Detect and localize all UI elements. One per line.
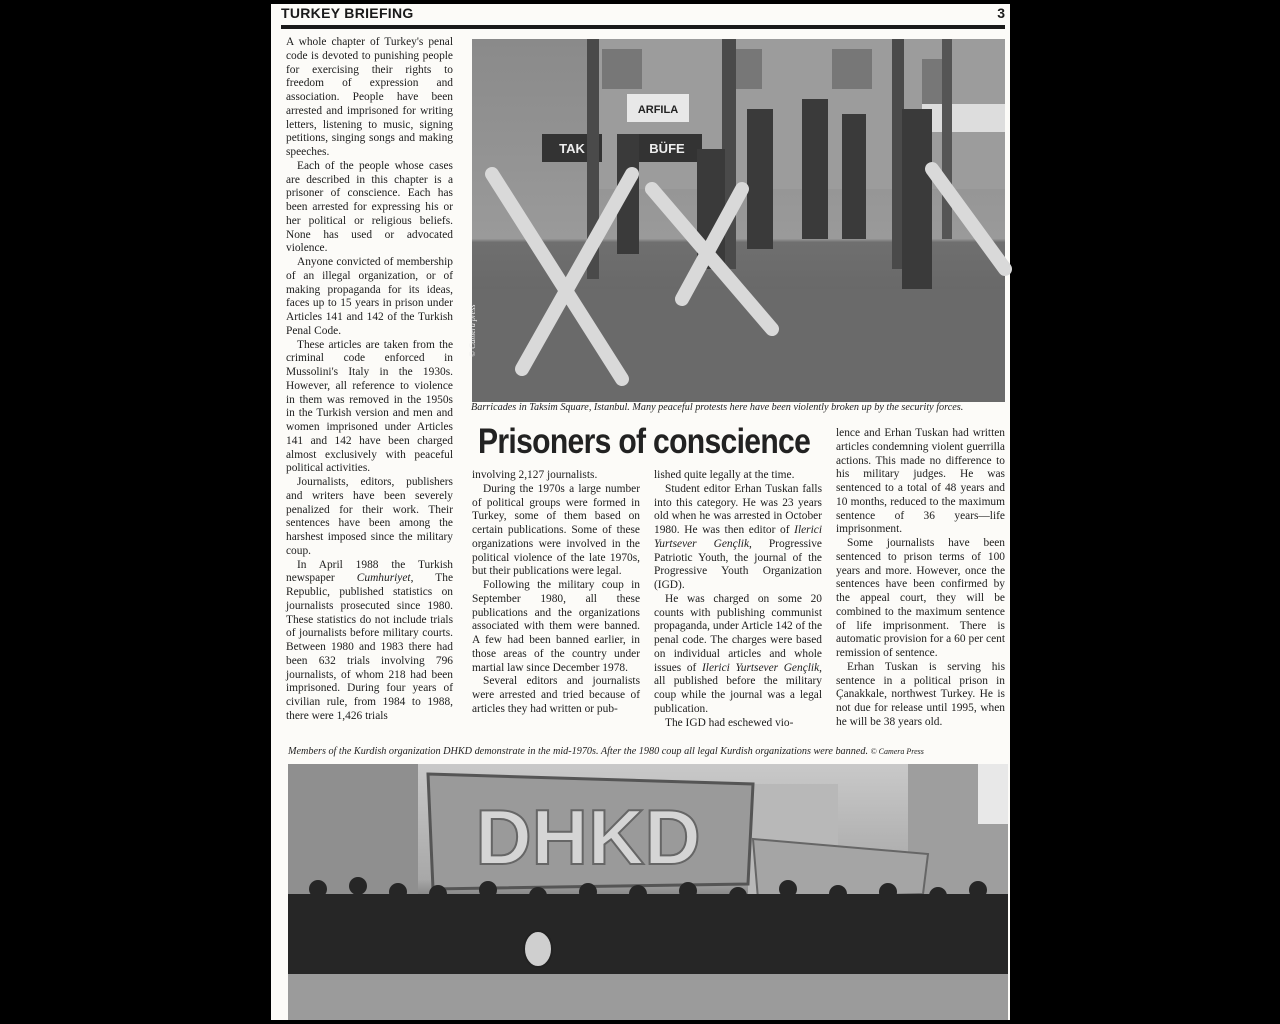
paragraph: In April 1988 the Turkish newspaper Cumhuriyet, The Republic, published statistics on journalists prosecuted since 1980. These statistics do not include trials of journalists before military courts. Between 1980 and 1983 there had been 632 trials involving 796 journalists, of whom 218 had been imprisoned. During four years of civilian rule, from 1984 to 1988, there were 1,426 trials	[286, 558, 453, 722]
paragraph: lished quite legally at the time.	[654, 469, 795, 481]
arfila-sign: ARFILA	[637, 104, 679, 116]
paragraph: A whole chapter of Turkey's penal code is devoted to punishing people for exercising their rights to freedom of expression and association. People have been arrested and imprisoned for writing letters, listening to music, signing petitions, singing songs and making speeches.	[286, 36, 453, 158]
journal-name: Ilerici Yurtsever Gençlik	[654, 524, 822, 550]
paragraph: He was charged on some 20 counts with publishing communist propaganda, under Article 142 of the penal code. The charges were based on individual articles and whole issues of Ilerici Yurtsever Gençlik, all published before the military coup while the journal was a legal publication.	[654, 592, 822, 715]
photo-illustration	[472, 39, 1005, 402]
dhkd-banner-text: DHKD	[475, 793, 701, 881]
tak-sign: TAK	[559, 141, 585, 156]
article-column-1	[286, 36, 453, 724]
paragraph: Some journalists have been sentenced to prison terms of 100 years and more. However, once the sentences have been confirmed by the appeal court, they will be combined to the maximum sentence of life imprisonment. There is automatic provision for a 60 per cent remission of sentence.	[836, 537, 1005, 659]
photo-credit: © Camera Press	[870, 747, 924, 756]
header-rule	[281, 25, 1005, 29]
journal-name: Ilerici Yurtsever Gençlik	[701, 661, 820, 674]
article-column-2	[472, 469, 640, 717]
newspaper-name: Cumhuriyet	[356, 572, 411, 585]
page-number: 3	[997, 5, 1005, 21]
masthead	[281, 5, 1005, 23]
photo-caption-bottom: Members of the Kurdish organization DHKD demonstrate in the mid-1970s. After the 1980 coup all legal Kurdish organizations were banned. © Camera Press	[288, 746, 924, 757]
article-column-3	[654, 469, 822, 730]
paragraph: Following the military coup in September 1980, all these publications and the organizations associated with them were banned. A few had been banned earlier, in those areas of the country under martial law since December 1978.	[472, 579, 640, 674]
paragraph: involving 2,127 journalists.	[472, 469, 598, 481]
photo-caption-top: Barricades in Taksim Square, Istanbul. Many peaceful protests here have been violently broken up by the security forces.	[471, 402, 964, 413]
paragraph: During the 1970s a large number of political groups were formed in Turkey, some of them based on certain publications. Some of these organizations were involved in the political violence of the late 1970s, but their publications were legal.	[472, 482, 640, 578]
article-headline: Prisoners of conscience	[478, 422, 811, 461]
paragraph: Journalists, editors, publishers and writers have been severely penalized for their work. Their sentences have been among the harshest imposed since the military coup.	[286, 476, 453, 557]
photo-credit: © Camera press	[468, 304, 477, 357]
dhkd-demonstration-photo	[288, 764, 1008, 1020]
section-title: TURKEY BRIEFING	[281, 5, 414, 21]
photo-illustration	[288, 764, 1008, 1020]
paragraph: Erhan Tuskan is serving his sentence in a political prison in Çanakkale, northwest Turkey. He is not due for release until 1995, when he will be 38 years old.	[836, 660, 1005, 728]
paragraph: Several editors and journalists were arrested and tried because of articles they had written or pub-	[472, 675, 640, 715]
paragraph: Student editor Erhan Tuskan falls into this category. He was 23 years old when he was arrested in October 1980. He was then editor of Ilerici Yurtsever Gençlik, Progressive Patriotic Youth, the journal of the Progressive Youth Organization (IGD).	[654, 482, 822, 591]
paragraph: lence and Erhan Tuskan had written articles condemning violent guerrilla actions. This made no difference to his military judges. He was sentenced to a total of 48 years and 10 months, reduced to the maximum sentence of 36 years—life imprisonment.	[836, 427, 1005, 536]
paragraph: The IGD had eschewed vio-	[665, 716, 794, 729]
bufe-sign: BÜFE	[649, 141, 685, 156]
paragraph: Anyone convicted of membership of an illegal organization, or of making propaganda for its ideas, faces up to 15 years in prison under Articles 141 and 142 of the Turkish Penal Code.	[286, 256, 453, 337]
paragraph: Each of the people whose cases are described in this chapter is a prisoner of conscience. Each has been arrested for expressing his or her political or religious beliefs. None has used or advocated violence.	[286, 159, 453, 255]
document-page	[271, 4, 1010, 1020]
article-column-4	[836, 427, 1005, 730]
taksim-barricades-photo	[468, 39, 1005, 402]
paragraph: These articles are taken from the criminal code enforced in Mussolini's Italy in the 1930s. However, all reference to violence in them was removed in the 1950s in the Turkish version and men and women imprisoned under Articles 141 and 142 have been charged almost exclusively with peaceful political activities.	[286, 338, 453, 475]
